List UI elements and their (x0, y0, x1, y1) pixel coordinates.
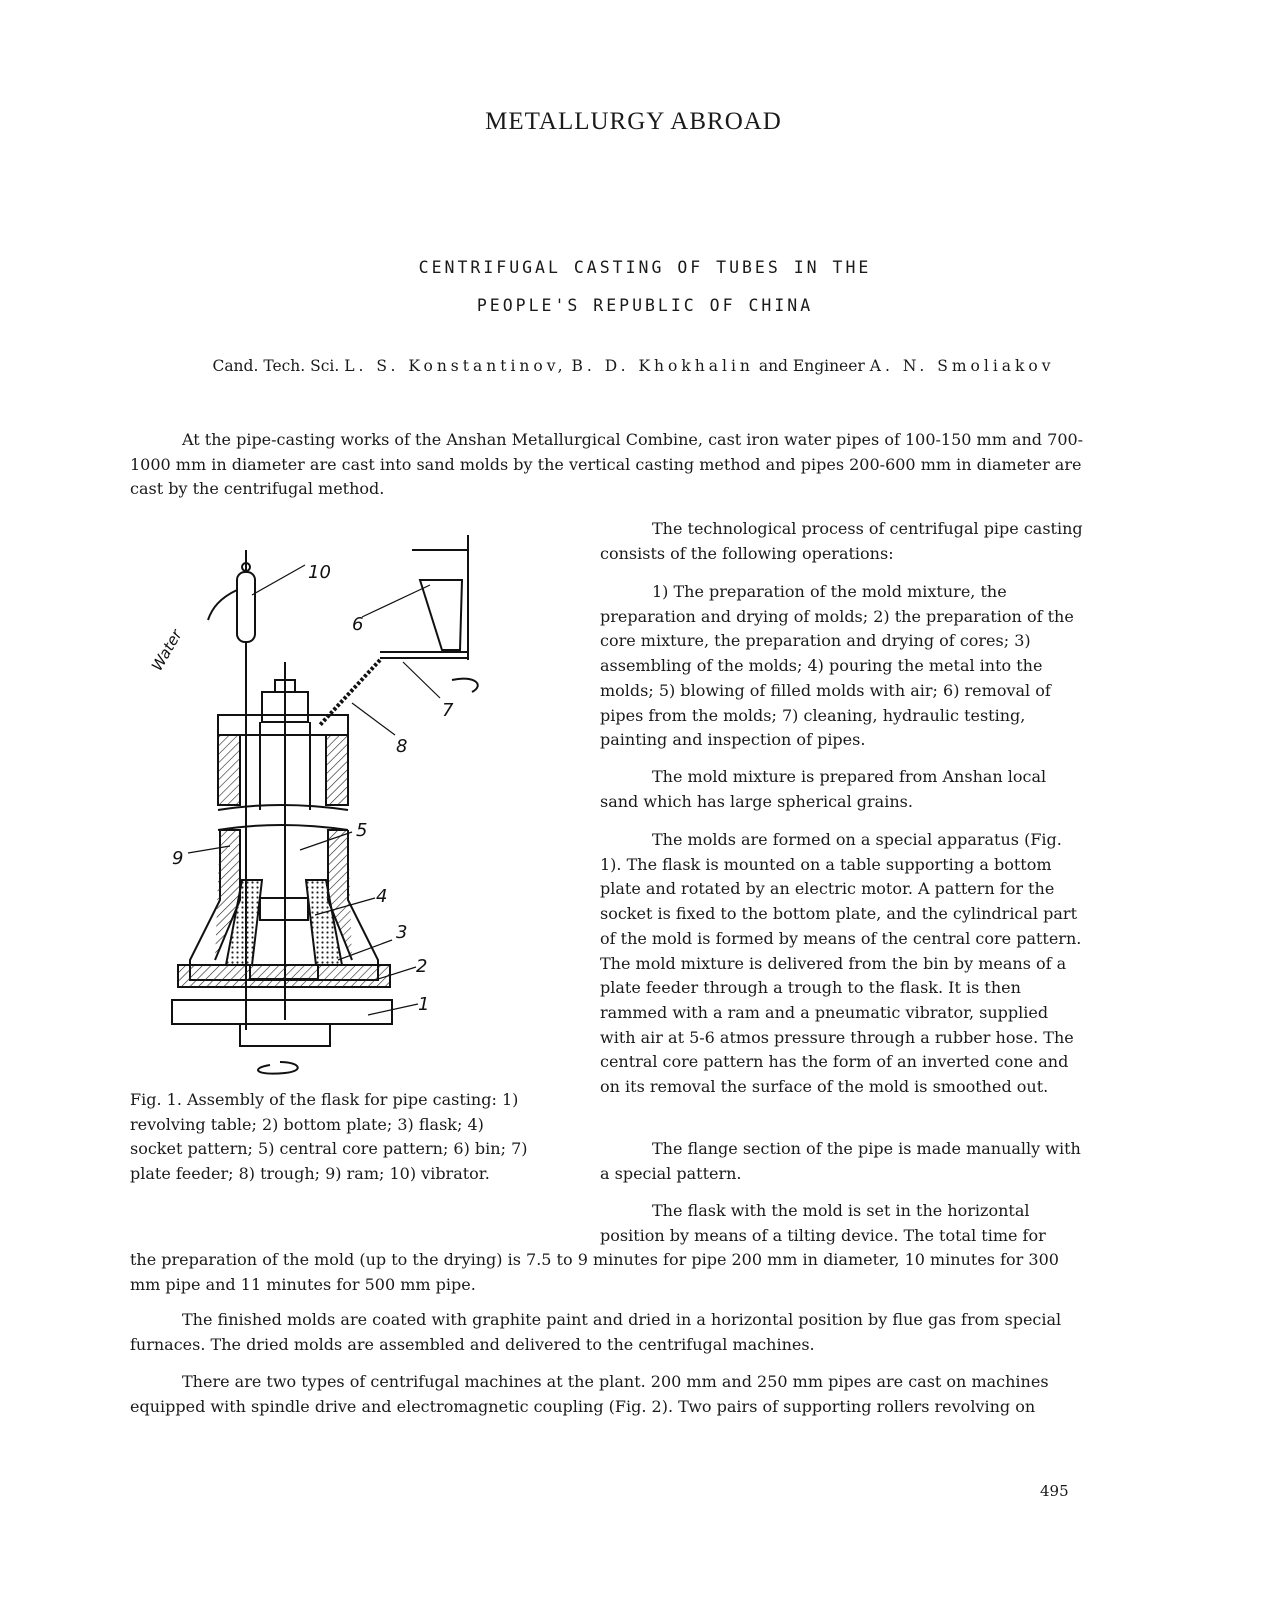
paragraph-mixture: The mold mixture is prepared from Anshan local sand which has large spherical grains. (600, 767, 1047, 811)
section-title: METALLURGY ABROAD (485, 108, 782, 135)
figure-label-1: 1 (418, 994, 430, 1015)
figure-label-4: 4 (376, 886, 388, 907)
article-title-line-1: CENTRIFUGAL CASTING OF TUBES IN THE (418, 258, 872, 277)
author-2: B. D. Khokhalin (571, 357, 754, 375)
figure-label-5: 5 (356, 820, 368, 841)
figure-label-10: 10 (308, 562, 331, 583)
authors-mid: and Engineer (758, 357, 865, 375)
author-3: A. N. Smoliakov (869, 357, 1055, 375)
figure-label-7: 7 (442, 700, 454, 721)
figure-label-2: 2 (416, 956, 428, 977)
figure-caption: Fig. 1. Assembly of the flask for pipe casting: 1) revolving table; 2) bottom plate; 3) flask; 4) socket pattern; 5) central core pattern; 6) bin; 7) plate feeder; 8) trough; 9) ram; 10) vibrator. (130, 1090, 528, 1183)
authors (0, 357, 1267, 375)
figure-label-9: 9 (172, 848, 184, 869)
paragraph-process: The technological process of centrifugal pipe casting consists of the following operations: (600, 519, 1083, 563)
paragraph-coating: The finished molds are coated with graphite paint and dried in a horizontal position by flue gas from special furnaces. The dried molds are assembled and delivered to the centrifugal machines. (130, 1310, 1062, 1354)
figure-label-6: 6 (352, 614, 364, 635)
author-1: L. S. Konstantinov, (344, 357, 567, 375)
paragraph-machines: There are two types of centrifugal machines at the plant. 200 mm and 250 mm pipes are cast on machines equipped with spindle drive and electromagnetic coupling (Fig. 2). Two pairs of supporting rollers revolving on (130, 1372, 1049, 1416)
flask-assembly-figure (130, 520, 600, 1080)
page-number: 495 (1040, 1482, 1069, 1500)
paragraph-flask-continued: the preparation of the mold (up to the drying) is 7.5 to 9 minutes for pipe 200 mm in diameter, 10 minutes for 300 mm pipe and 11 minutes for 500 mm pipe. (130, 1250, 1059, 1294)
intro-paragraph: At the pipe-casting works of the Anshan Metallurgical Combine, cast iron water pipes of 100-150 mm and 700-1000 mm in diameter are cast into sand molds by the vertical casting method and pipes 200-600 mm in diameter are cast by the centrifugal method. (130, 430, 1084, 499)
paragraph-flange: The flange section of the pipe is made manually with a special pattern. (600, 1139, 1081, 1183)
authors-prefix: Cand. Tech. Sci. (212, 357, 340, 375)
paragraph-molds: The molds are formed on a special apparatus (Fig. 1). The flask is mounted on a table supporting a bottom plate and rotated by an electric motor. A pattern for the socket is fixed to the bottom plate, and the cylindrical part of the mold is formed by means of the central core pattern. The mold mixture is delivered from the bin by means of a plate feeder through a trough to the flask. It is then rammed with a ram and a pneumatic vibrator, supplied with air at 5-6 atmos pressure through a rubber hose. The central core pattern has the form of an inverted cone and on its removal the surface of the mold is smoothed out. (600, 830, 1082, 1097)
article-title-line-2: PEOPLE'S REPUBLIC OF CHINA (476, 296, 814, 315)
paragraph-operations: 1) The preparation of the mold mixture, the preparation and drying of molds; 2) the preparation of the core mixture, the preparation and drying of cores; 3) assembling of the molds; 4) pouring the metal into the molds; 5) blowing of filled molds with air; 6) removal of pipes from the molds; 7) cleaning, hydraulic testing, painting and inspection of pipes. (600, 582, 1074, 750)
water-label: Water (147, 626, 186, 674)
paragraph-flask-start: The flask with the mold is set in the horizontal position by means of a tilting device. The total time for (600, 1201, 1046, 1245)
figure-label-8: 8 (396, 736, 408, 757)
figure-label-3: 3 (396, 922, 408, 943)
